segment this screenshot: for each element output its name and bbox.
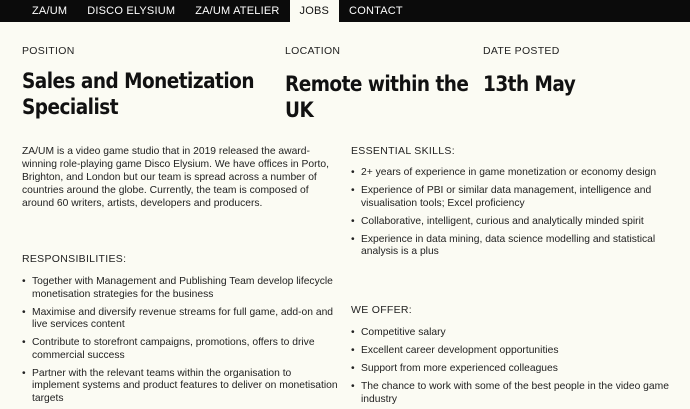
nav-item-zaum[interactable]: ZA/UM <box>32 5 68 17</box>
offer-heading: WE OFFER: <box>351 304 413 316</box>
offer-list <box>351 327 681 409</box>
date-posted-value: 13th May <box>483 72 576 96</box>
list-item-line: • Together with Management and Publishing Team develop lifecycle <box>32 276 333 287</box>
list-item-line: monetisation strategies for the business <box>32 288 214 300</box>
list-item-line: commercial success <box>32 349 125 361</box>
list-item-line: • Experience in data mining, data science modelling and statistical <box>361 233 656 245</box>
list-item <box>22 276 352 301</box>
list-item <box>22 337 352 362</box>
position-label: POSITION <box>22 45 75 57</box>
list-item-line: • Excellent career development opportunities <box>361 345 559 356</box>
list-item <box>22 368 352 406</box>
list-item-line: • Collaborative, intelligent, curious and analytically minded spirit <box>361 215 644 227</box>
list-item-line: industry <box>361 393 398 405</box>
list-item-line: visualisation tools; Excel proficiency <box>361 197 525 209</box>
responsibilities-list <box>22 276 352 409</box>
list-item <box>351 327 681 340</box>
intro-line: around 60 writers, artists, developers and producers. <box>22 198 263 209</box>
list-item-line: • Support from more experienced colleagues <box>361 363 558 374</box>
nav-item-contact[interactable]: CONTACT <box>349 5 403 17</box>
list-item-line: • Maximise and diversify revenue streams for full game, add-on and <box>32 306 334 318</box>
location-line: UK <box>285 98 314 122</box>
nav-item-zaum-atelier[interactable]: ZA/UM ATELIER <box>195 5 280 17</box>
intro-paragraph <box>22 145 329 210</box>
top-nav <box>0 0 690 22</box>
list-item-line: • Contribute to storefront campaigns, promotions, offers to drive <box>32 337 315 348</box>
position-title-line: Sales and Monetization <box>22 69 254 93</box>
list-item <box>351 234 681 259</box>
list-item <box>351 345 681 358</box>
list-item <box>351 185 681 210</box>
list-item-line: targets <box>32 392 64 404</box>
position-title <box>22 68 254 120</box>
responsibilities-heading: RESPONSIBILITIES: <box>22 253 127 265</box>
list-item-line: • Competitive salary <box>361 327 446 338</box>
location-value <box>285 71 468 123</box>
nav-item-disco-elysium[interactable]: DISCO ELYSIUM <box>87 5 176 17</box>
date-posted-label: DATE POSTED <box>483 45 560 57</box>
intro-line: Brighton, and London but our team is spread across a number of <box>22 172 317 183</box>
location-line: Remote within the <box>285 72 469 96</box>
list-item <box>351 381 681 406</box>
nav-item-jobs[interactable]: JOBS <box>290 0 340 22</box>
position-title-line: Specialist <box>22 95 119 119</box>
list-item <box>351 216 681 229</box>
list-item-line: • 2+ years of experience in game monetization or economy design <box>361 167 657 178</box>
list-item <box>351 167 681 180</box>
intro-line: countries around the globe. Currently, the team is composed of <box>22 185 309 196</box>
intro-line: winning role-playing game Disco Elysium. We have offices in Porto, <box>22 159 329 170</box>
skills-heading: ESSENTIAL SKILLS: <box>351 145 455 157</box>
skills-list <box>351 167 681 264</box>
list-item-line: implement systems and product features to deliver on monetisation <box>32 380 338 391</box>
list-item-line: analysis is a plus <box>361 246 439 257</box>
list-item-line: • The chance to work with some of the best people in the video game <box>361 381 669 392</box>
list-item <box>351 363 681 376</box>
list-item-line: • Experience of PBI or similar data management, intelligence and <box>361 185 652 196</box>
list-item-line: • Partner with the relevant teams within the organisation to <box>32 367 292 379</box>
list-item <box>22 307 352 332</box>
intro-line: ZA/UM is a video game studio that in 2019 released the award- <box>22 146 310 157</box>
location-label: LOCATION <box>285 45 341 57</box>
list-item-line: live services content <box>32 319 125 330</box>
